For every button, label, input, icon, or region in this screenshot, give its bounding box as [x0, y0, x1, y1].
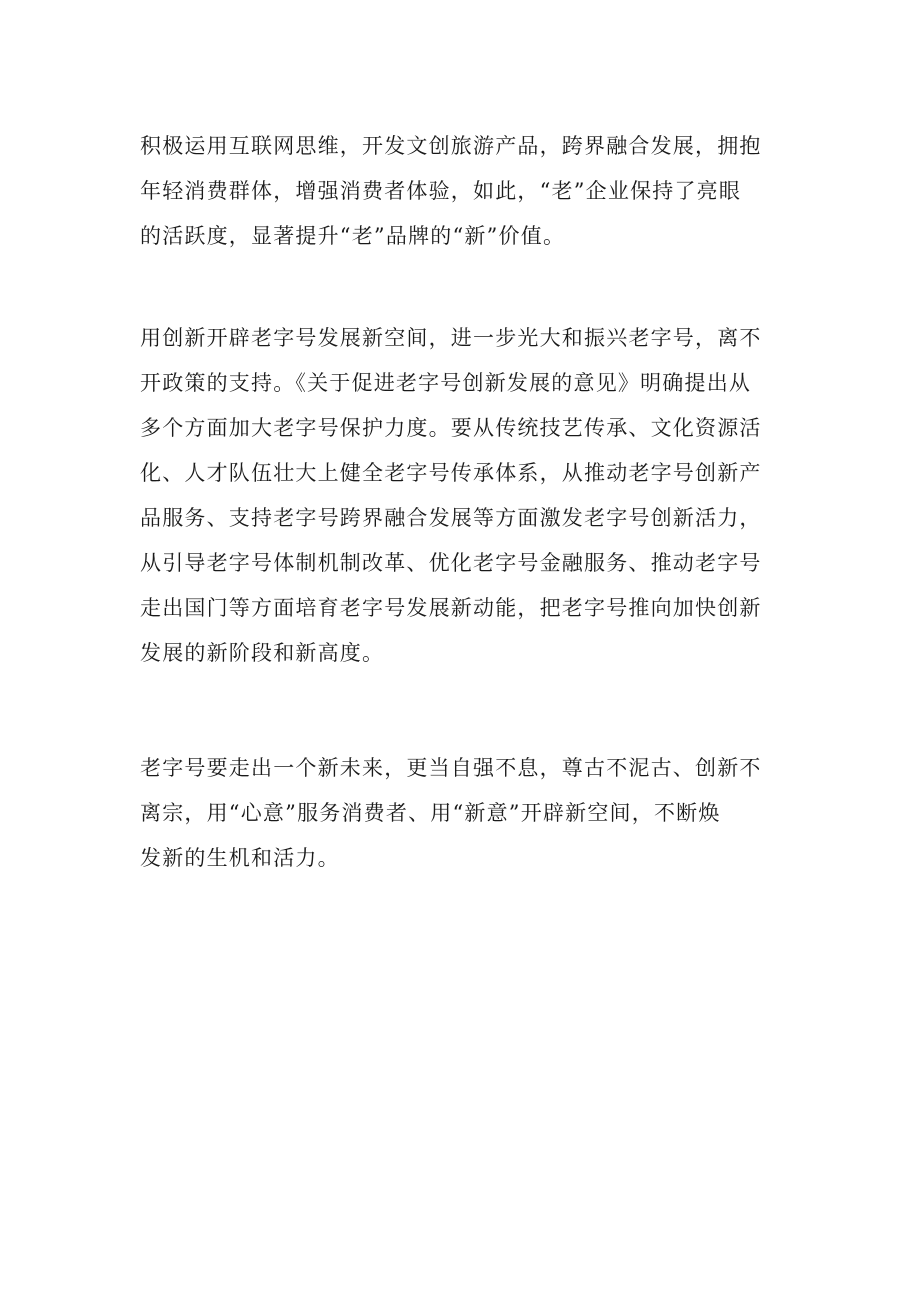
paragraph-2 [140, 316, 800, 676]
paragraph-line: 的活跃度，显著提升“老”品牌的“新”价值。 [140, 224, 566, 248]
paragraph-line: 离宗，用“心意”服务消费者、用“新意”开辟新空间，不断焕 [140, 801, 721, 825]
paragraph-3 [140, 746, 800, 881]
paragraph-line: 老字号要走出一个新未来，更当自强不息，尊古不泥古、创新不 [140, 756, 762, 780]
paragraph-line: 开政策的支持。《关于促进老字号创新发展的意见》明确提出从 [140, 371, 752, 395]
paragraph-line: 发展的新阶段和新高度。 [140, 641, 385, 665]
paragraph-line: 化、人才队伍壮大上健全老字号传承体系，从推动老字号创新产 [140, 461, 762, 485]
paragraph-line: 年轻消费群体，增强消费者体验，如此，“老”企业保持了亮眼 [140, 179, 742, 203]
paragraph-line: 多个方面加大老字号保护力度。要从传统技艺传承、文化资源活 [140, 416, 762, 440]
paragraph-line: 发新的生机和活力。 [140, 846, 340, 870]
paragraph-1 [140, 124, 800, 259]
paragraph-line: 品服务、支持老字号跨界融合发展等方面激发老字号创新活力， [140, 506, 762, 530]
paragraph-line: 从引导老字号体制机制改革、优化老字号金融服务、推动老字号 [140, 551, 762, 575]
paragraph-line: 用创新开辟老字号发展新空间，进一步光大和振兴老字号，离不 [140, 326, 762, 350]
paragraph-line: 积极运用互联网思维，开发文创旅游产品，跨界融合发展，拥抱 [140, 134, 762, 158]
paragraph-line: 走出国门等方面培育老字号发展新动能，把老字号推向加快创新 [140, 596, 762, 620]
